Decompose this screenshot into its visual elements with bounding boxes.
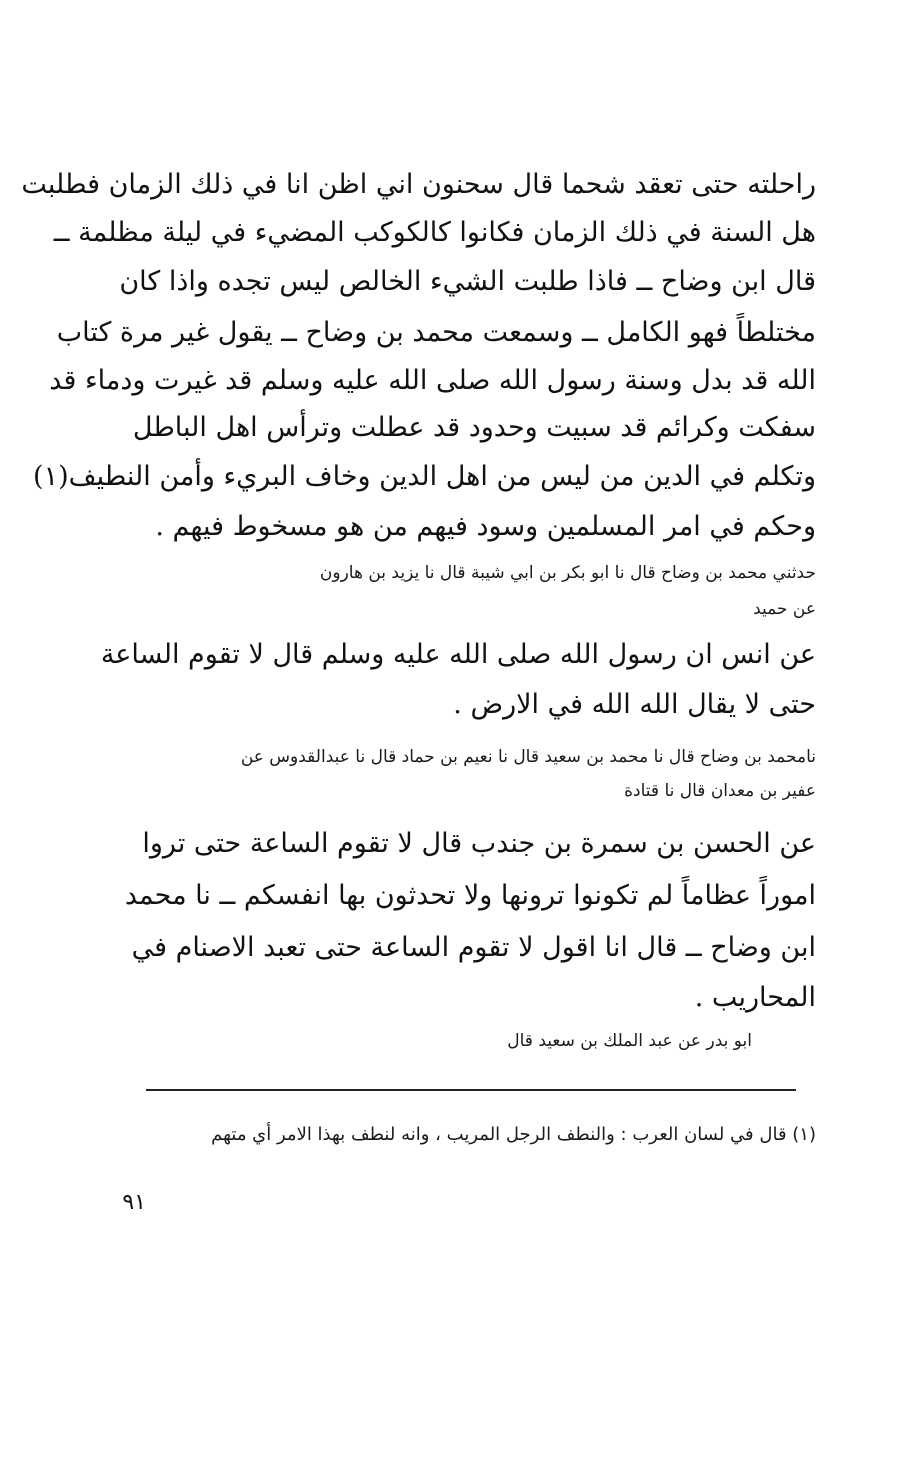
isnad-line: عن حميد: [753, 599, 816, 619]
isnad-line: ابو بدر عن عبد الملك بن سعيد قال: [507, 1031, 752, 1051]
body-line: وتكلم في الدين من ليس من اهل الدين وخاف البريء وأمن النطيف(١): [33, 461, 816, 492]
body-line: سفكت وكرائم قد سبيت وحدود قد عطلت وترأس اهل الباطل: [132, 412, 816, 443]
hadith-line: اموراً عظاماً لم تكونوا ترونها ولا تحدثون بها انفسكم ــ نا محمد: [124, 880, 816, 911]
isnad-line: عفير بن معدان قال نا قتادة: [624, 781, 816, 801]
footnote: (١) قال في لسان العرب : والنطف الرجل المريب ، وانه لنطف بهذا الامر أي متهم: [211, 1124, 816, 1145]
body-line: راحلته حتى تعقد شحما قال سحنون اني اظن انا في ذلك الزمان فطلبت: [21, 169, 816, 200]
hadith-line: حتى لا يقال الله الله في الارض .: [453, 689, 816, 720]
isnad-line: حدثني محمد بن وضاح قال نا ابو بكر بن ابي شيبة قال نا يزيد بن هارون: [319, 563, 816, 583]
page-number: ٩١: [122, 1190, 146, 1215]
hadith-line: عن الحسن بن سمرة بن جندب قال لا تقوم الساعة حتى تروا: [142, 828, 816, 859]
body-line: مختلطاً فهو الكامل ــ وسمعت محمد بن وضاح ــ يقول غير مرة كتاب: [56, 317, 816, 348]
body-line: وحكم في امر المسلمين وسود فيهم من هو مسخوط فيهم .: [155, 511, 816, 542]
hadith-line: المحاريب .: [694, 982, 816, 1013]
footnote-rule: [146, 1089, 796, 1091]
isnad-line: نامحمد بن وضاح قال نا محمد بن سعيد قال نا نعيم بن حماد قال نا عبدالقدوس عن: [240, 747, 816, 767]
body-line: الله قد بدل وسنة رسول الله صلى الله عليه وسلم قد غيرت ودماء قد: [49, 365, 816, 396]
hadith-line: عن انس ان رسول الله صلى الله عليه وسلم قال لا تقوم الساعة: [100, 639, 816, 670]
body-line: قال ابن وضاح ــ فاذا طلبت الشيء الخالص ليس تجده واذا كان: [119, 266, 816, 297]
body-line: هل السنة في ذلك الزمان فكانوا كالكوكب المضيء في ليلة مظلمة ــ: [53, 217, 816, 248]
hadith-line: ابن وضاح ــ قال انا اقول لا تقوم الساعة حتى تعبد الاصنام في: [131, 932, 816, 963]
